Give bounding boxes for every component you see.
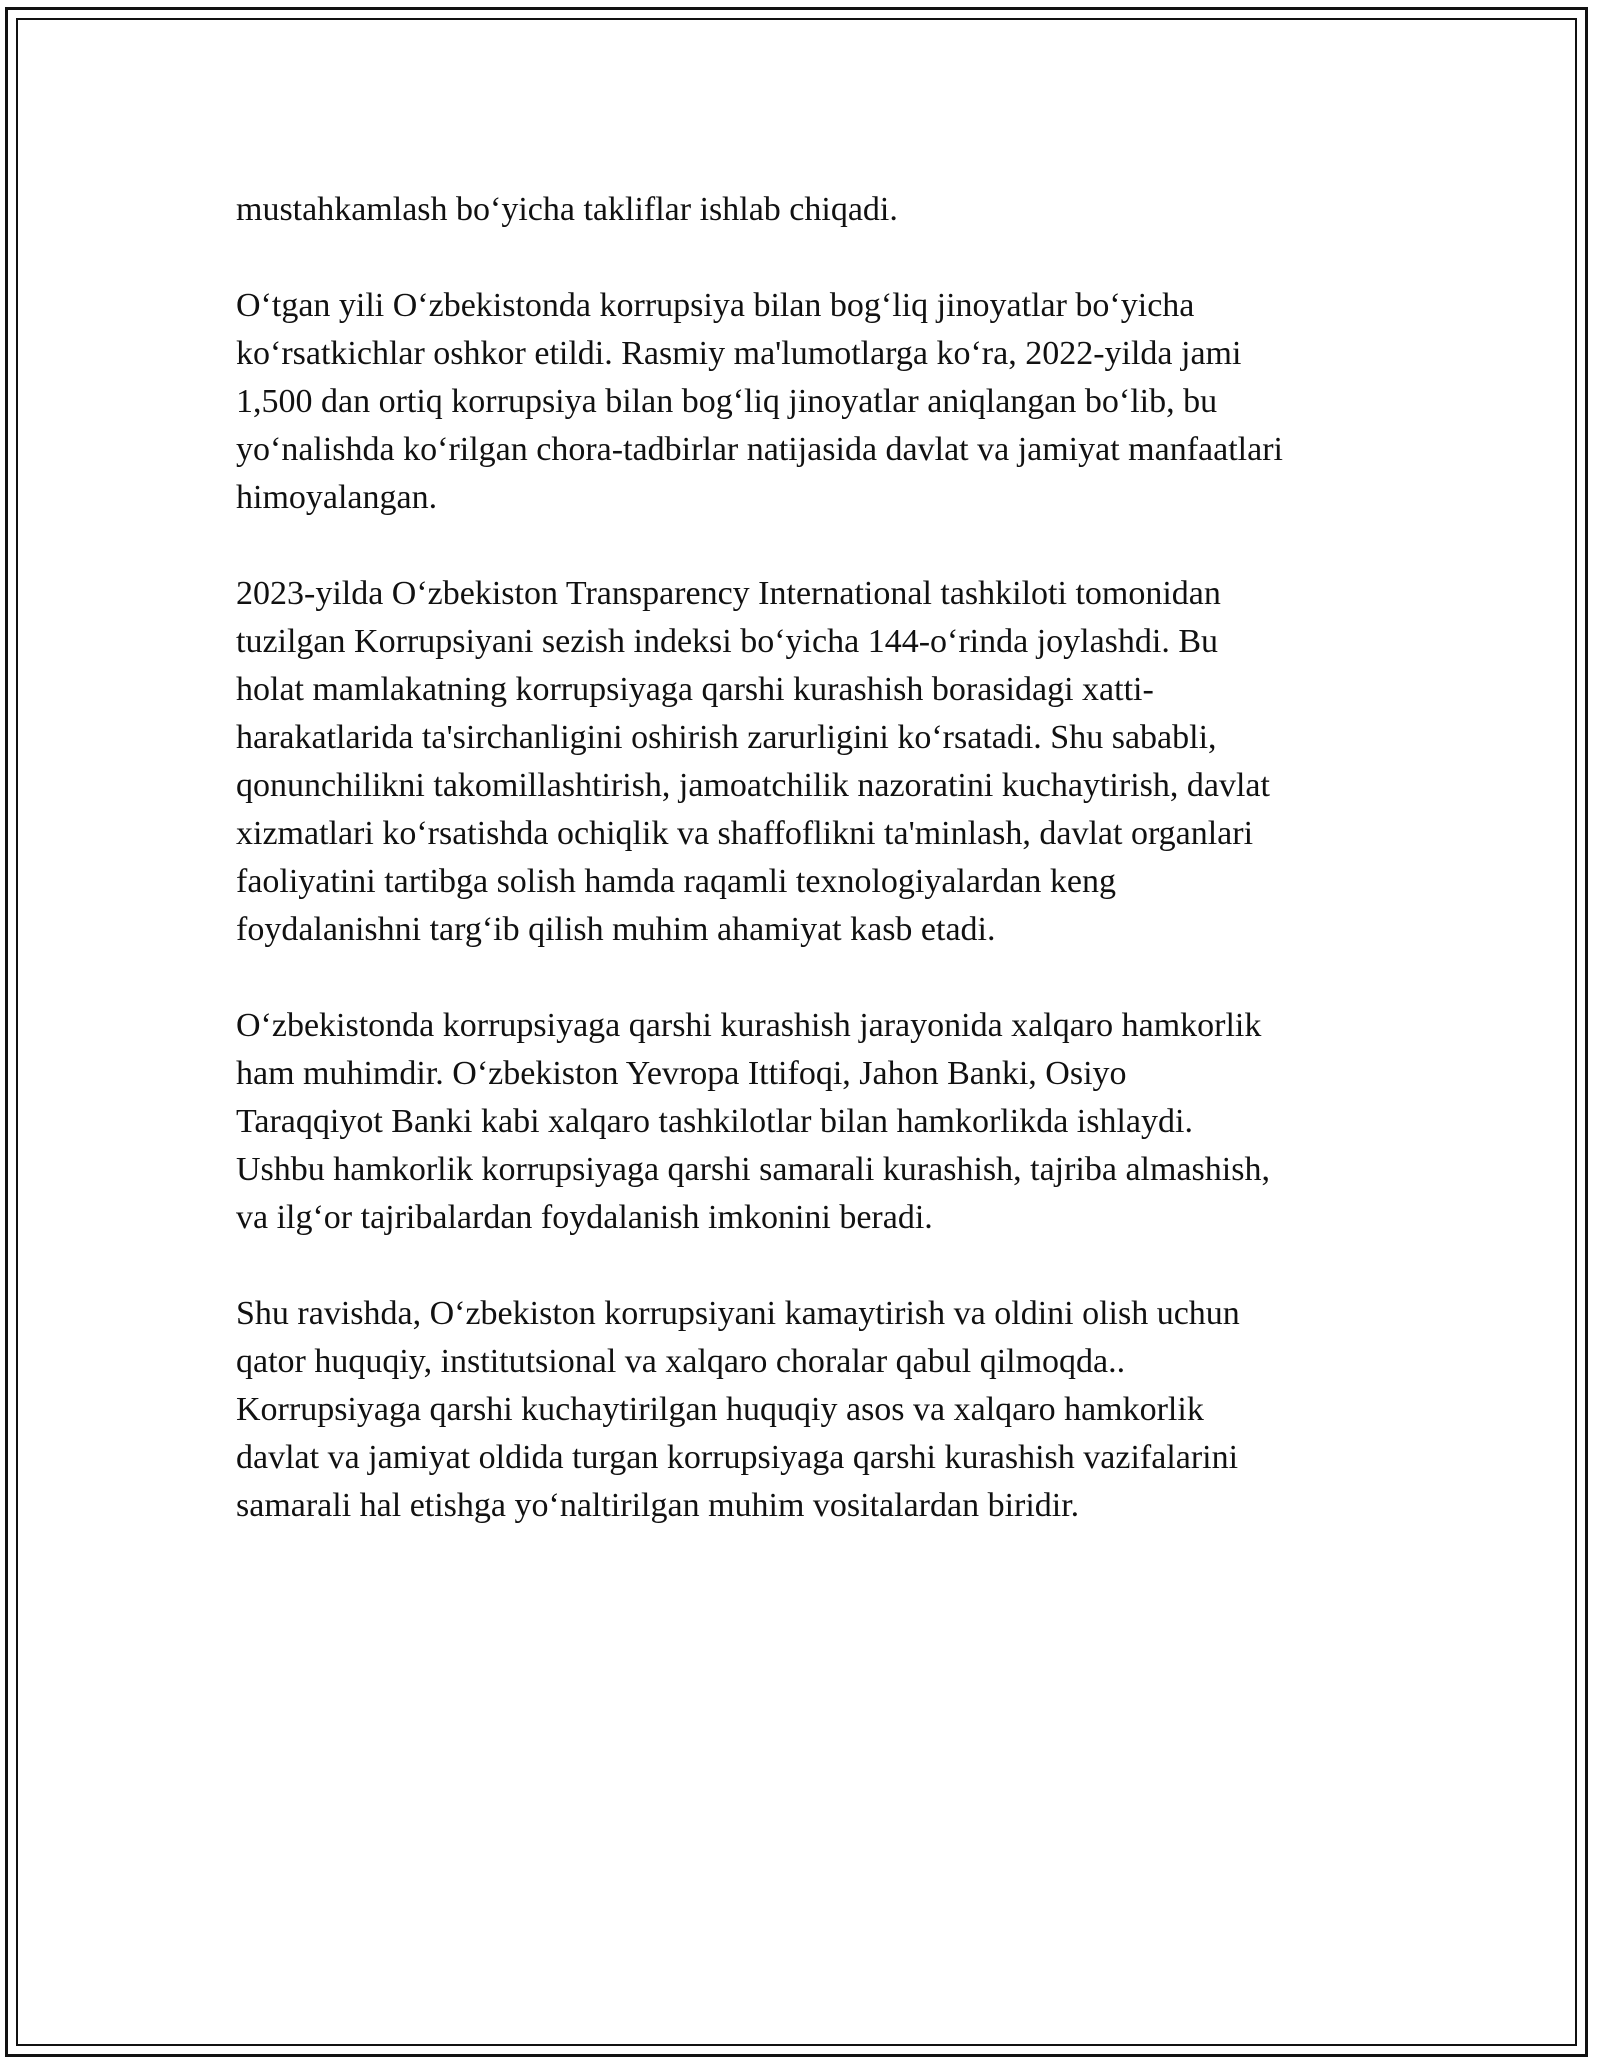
paragraph-4: O‘zbekistonda korrupsiyaga qarshi kurashish jarayonida xalqaro hamkorlik ham muhimdir. O‘zbekiston Yevropa Ittifoqi, Jahon Banki, Osiyo Taraqqiyot Banki kabi xalqaro tashkilotlar bilan hamkorlikda ishlaydi. Ushbu hamkorlik korrupsiyaga qarshi samarali kurashish, tajriba almashish, va ilg‘or tajribalardan foydalanish imkonini beradi.	[236, 1007, 1270, 1236]
paragraph-5: Shu ravishda, O‘zbekiston korrupsiyani kamaytirish va oldini olish uchun qator huquqiy, institutsional va xalqaro choralar qabul qilmoqda.. Korrupsiyaga qarshi kuchaytirilgan huquqiy asos va xalqaro hamkorlik davlat va jamiyat oldida turgan korrupsiyaga qarshi kurashish vazifalarini samarali hal etishga yo‘naltirilgan muhim vositalardan biridir.	[236, 1295, 1240, 1524]
document-body	[236, 186, 1376, 1578]
paragraph-3: 2023-yilda O‘zbekiston Transparency International tashkiloti tomonidan tuzilgan Korrupsiyani sezish indeksi bo‘yicha 144-o‘rinda joylashdi. Bu holat mamlakatning korrupsiyaga qarshi kurashish borasidagi xatti- harakatlarida ta'sirchanligini oshirish zarurligini ko‘rsatadi. Shu sababli, qonunchilikni takomillashtirish, jamoatchilik nazoratini kuchaytirish, davlat xizmatlari ko‘rsatishda ochiqlik va shaffoflikni ta'minlash, davlat organlari faoliyatini tartibga solish hamda raqamli texnologiyalardan keng foydalanishni targ‘ib qilish muhim ahamiyat kasb etadi.	[236, 575, 1270, 948]
paragraph-1: mustahkamlash bo‘yicha takliflar ishlab chiqadi.	[236, 191, 898, 228]
paragraph-2: O‘tgan yili O‘zbekistonda korrupsiya bilan bog‘liq jinoyatlar bo‘yicha ko‘rsatkichlar oshkor etildi. Rasmiy ma'lumotlarga ko‘ra, 2022-yilda jami 1,500 dan ortiq korrupsiya bilan bog‘liq jinoyatlar aniqlangan bo‘lib, bu yo‘nalishda ko‘rilgan chora-tadbirlar natijasida davlat va jamiyat manfaatlari himoyalangan.	[236, 287, 1283, 516]
